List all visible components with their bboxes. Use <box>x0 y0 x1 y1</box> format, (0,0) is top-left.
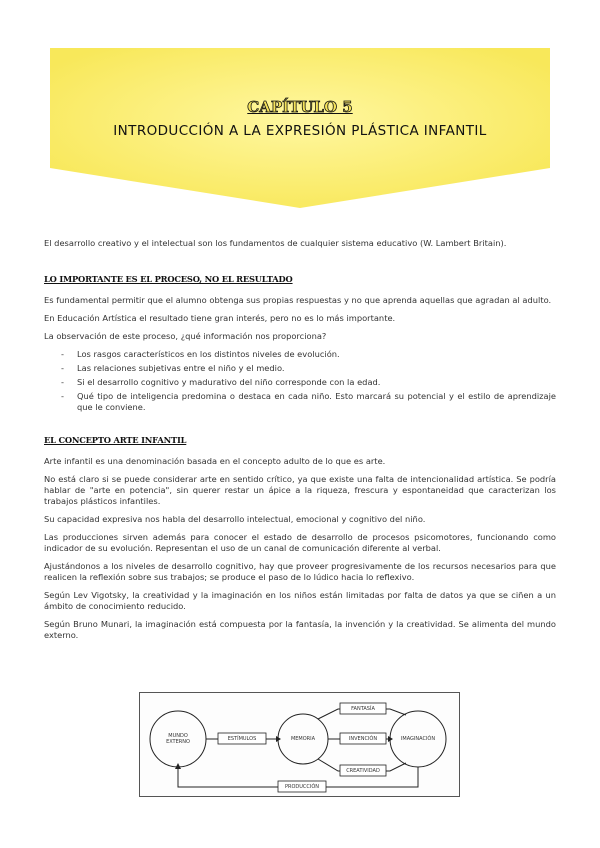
bullet-list <box>44 349 556 413</box>
paragraph: Su capacidad expresiva nos habla del desarrollo intelectual, emocional y cognitivo del niño. <box>44 514 426 524</box>
paragraph: Arte infantil es una denominación basada en el concepto adulto de lo que es arte. <box>44 456 386 466</box>
paragraph: La observación de este proceso, ¿qué información nos proporciona? <box>44 331 327 341</box>
memoria-label: MEMORIA <box>290 736 316 742</box>
document-body <box>44 238 556 648</box>
paragraph: Según Bruno Munari, la imaginación está compuesta por la fantasía, la invención y la creatividad. Se alimenta del mundo externo. <box>44 619 556 640</box>
estimulos-label: ESTÍMULOS <box>227 736 257 742</box>
mundo-externo-label: MUNDO EXTERNO <box>166 733 190 745</box>
intro-paragraph: El desarrollo creativo y el intelectual son los fundamentos de cualquier sistema educativo (W. Lambert Britain). <box>44 238 507 248</box>
imaginacion-label: IMAGINACIÓN <box>400 736 436 742</box>
produccion-label: PRODUCCIÓN <box>284 784 320 790</box>
paragraph: Según Lev Vigotsky, la creatividad y la imaginación en los niños están limitadas por falta de datos ya que se ciñen a un ámbito de conocimiento reducido. <box>44 590 556 611</box>
list-item: - Qué tipo de inteligencia predomina o destaca en cada niño. Esto marcará su potencial y el estilo de aprendizaje que le conviene. <box>44 391 556 413</box>
list-item: - Las relaciones subjetivas entre el niño y el medio. <box>44 363 556 374</box>
chapter-title: INTRODUCCIÓN A LA EXPRESIÓN PLÁSTICA INFANTIL <box>113 123 487 139</box>
fantasia-label: FANTASÍA <box>351 706 375 712</box>
list-item: - Los rasgos característicos en los distintos niveles de evolución. <box>44 349 556 360</box>
paragraph: No está claro si se puede considerar arte en sentido crítico, ya que existe una falta de intencionalidad artística. Se podría hablar de "arte en potencia", sin querer restar un ápice a la riqueza, frescura y espontaneidad que caracterizan los trabajos plásticos infantiles. <box>44 474 556 506</box>
invencion-label: INVENCIÓN <box>348 736 378 742</box>
section-heading-process: LO IMPORTANTE ES EL PROCESO, NO EL RESULTADO <box>44 274 293 284</box>
paragraph: Las producciones sirven además para conocer el estado de desarrollo de procesos psicomotores, funcionando como indicador de su evolución. Representan el uso de un canal de comunicación diferente al verbal. <box>44 532 556 553</box>
paragraph: En Educación Artística el resultado tiene gran interés, pero no es lo más importante. <box>44 313 396 323</box>
section-heading-concept: EL CONCEPTO ARTE INFANTIL <box>44 435 187 445</box>
chapter-banner <box>0 0 600 215</box>
list-item: - Si el desarrollo cognitivo y madurativo del niño corresponde con la edad. <box>44 377 556 388</box>
imagination-diagram <box>139 692 460 797</box>
creatividad-label: CREATIVIDAD <box>346 768 380 774</box>
paragraph: Es fundamental permitir que el alumno obtenga sus propias respuestas y no que aprenda aquellas que agradan al adulto. <box>44 295 552 305</box>
chapter-number: CAPÍTULO 5 <box>247 98 353 116</box>
paragraph: Ajustándonos a los niveles de desarrollo cognitivo, hay que proveer progresivamente de los recursos necesarios para que realicen la reflexión sobre sus trabajos; se produce el paso de lo lúdico hacia lo reflexivo. <box>44 561 556 582</box>
